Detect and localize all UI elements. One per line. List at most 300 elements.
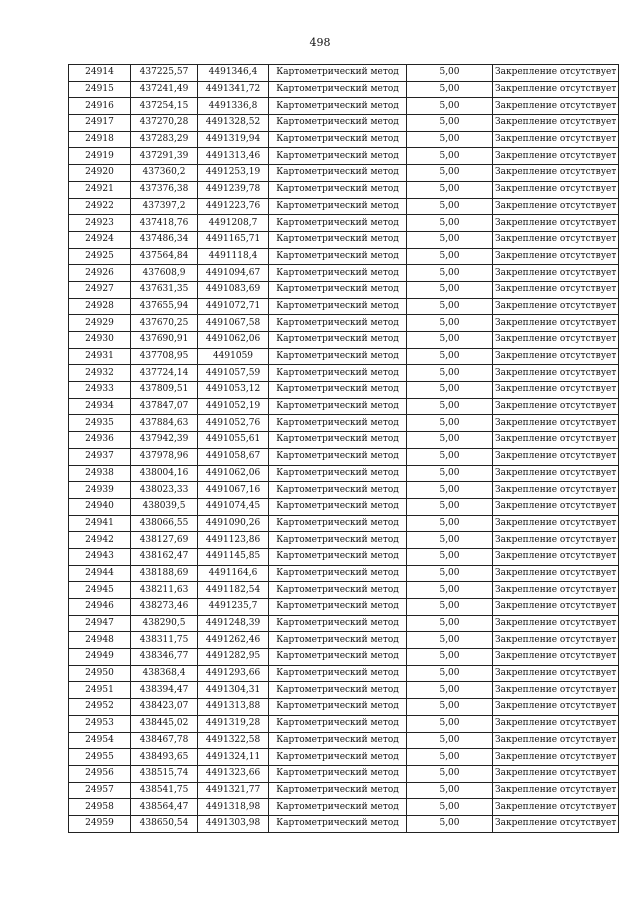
accuracy-cell: 5,00 [407, 765, 493, 782]
x-coordinate-cell: 437847,07 [131, 398, 198, 415]
x-coordinate-cell: 437486,34 [131, 231, 198, 248]
fixing-cell: Закрепление отсутствует [493, 699, 619, 716]
y-coordinate-cell: 4491053,12 [198, 382, 269, 399]
y-coordinate-cell: 4491262,46 [198, 632, 269, 649]
fixing-cell: Закрепление отсутствует [493, 432, 619, 449]
table-row [69, 649, 619, 666]
point-number-cell: 24914 [69, 65, 131, 82]
method-cell: Картометрический метод [269, 699, 407, 716]
fixing-cell: Закрепление отсутствует [493, 682, 619, 699]
table-row [69, 215, 619, 232]
method-cell: Картометрический метод [269, 398, 407, 415]
method-cell: Картометрический метод [269, 415, 407, 432]
point-number-cell: 24959 [69, 815, 131, 832]
table-row [69, 765, 619, 782]
y-coordinate-cell: 4491293,66 [198, 665, 269, 682]
point-number-cell: 24941 [69, 515, 131, 532]
y-coordinate-cell: 4491057,59 [198, 365, 269, 382]
x-coordinate-cell: 437241,49 [131, 81, 198, 98]
y-coordinate-cell: 4491090,26 [198, 515, 269, 532]
accuracy-cell: 5,00 [407, 98, 493, 115]
x-coordinate-cell: 437655,94 [131, 298, 198, 315]
accuracy-cell: 5,00 [407, 231, 493, 248]
fixing-cell: Закрепление отсутствует [493, 649, 619, 666]
accuracy-cell: 5,00 [407, 665, 493, 682]
point-number-cell: 24929 [69, 315, 131, 332]
method-cell: Картометрический метод [269, 131, 407, 148]
x-coordinate-cell: 437225,57 [131, 65, 198, 82]
y-coordinate-cell: 4491223,76 [198, 198, 269, 215]
table-row [69, 548, 619, 565]
x-coordinate-cell: 437809,51 [131, 382, 198, 399]
fixing-cell: Закрепление отсутствует [493, 482, 619, 499]
y-coordinate-cell: 4491304,31 [198, 682, 269, 699]
table-row [69, 81, 619, 98]
x-coordinate-cell: 438368,4 [131, 665, 198, 682]
fixing-cell: Закрепление отсутствует [493, 599, 619, 616]
accuracy-cell: 5,00 [407, 215, 493, 232]
point-number-cell: 24922 [69, 198, 131, 215]
x-coordinate-cell: 437724,14 [131, 365, 198, 382]
accuracy-cell: 5,00 [407, 432, 493, 449]
fixing-cell: Закрепление отсутствует [493, 315, 619, 332]
fixing-cell: Закрепление отсутствует [493, 165, 619, 182]
method-cell: Картометрический метод [269, 231, 407, 248]
point-number-cell: 24926 [69, 265, 131, 282]
table-row [69, 332, 619, 349]
x-coordinate-cell: 438445,02 [131, 715, 198, 732]
method-cell: Картометрический метод [269, 615, 407, 632]
x-coordinate-cell: 437942,39 [131, 432, 198, 449]
accuracy-cell: 5,00 [407, 181, 493, 198]
table-row [69, 315, 619, 332]
fixing-cell: Закрепление отсутствует [493, 665, 619, 682]
accuracy-cell: 5,00 [407, 615, 493, 632]
y-coordinate-cell: 4491164,6 [198, 565, 269, 582]
method-cell: Картометрический метод [269, 215, 407, 232]
table-row [69, 799, 619, 816]
fixing-cell: Закрепление отсутствует [493, 632, 619, 649]
fixing-cell: Закрепление отсутствует [493, 382, 619, 399]
accuracy-cell: 5,00 [407, 782, 493, 799]
y-coordinate-cell: 4491322,58 [198, 732, 269, 749]
x-coordinate-cell: 437978,96 [131, 448, 198, 465]
fixing-cell: Закрепление отсутствует [493, 749, 619, 766]
fixing-cell: Закрепление отсутствует [493, 565, 619, 582]
point-number-cell: 24947 [69, 615, 131, 632]
method-cell: Картометрический метод [269, 248, 407, 265]
y-coordinate-cell: 4491313,88 [198, 699, 269, 716]
y-coordinate-cell: 4491094,67 [198, 265, 269, 282]
x-coordinate-cell: 438650,54 [131, 815, 198, 832]
accuracy-cell: 5,00 [407, 265, 493, 282]
point-number-cell: 24943 [69, 548, 131, 565]
x-coordinate-cell: 438188,69 [131, 565, 198, 582]
table-row [69, 231, 619, 248]
method-cell: Картометрический метод [269, 732, 407, 749]
accuracy-cell: 5,00 [407, 632, 493, 649]
accuracy-cell: 5,00 [407, 715, 493, 732]
table-row [69, 665, 619, 682]
table-row [69, 682, 619, 699]
table-row [69, 565, 619, 582]
point-number-cell: 24918 [69, 131, 131, 148]
method-cell: Картометрический метод [269, 498, 407, 515]
accuracy-cell: 5,00 [407, 465, 493, 482]
y-coordinate-cell: 4491145,85 [198, 548, 269, 565]
method-cell: Картометрический метод [269, 115, 407, 132]
fixing-cell: Закрепление отсутствует [493, 265, 619, 282]
y-coordinate-cell: 4491067,58 [198, 315, 269, 332]
accuracy-cell: 5,00 [407, 348, 493, 365]
table-row [69, 398, 619, 415]
y-coordinate-cell: 4491058,67 [198, 448, 269, 465]
table-row [69, 448, 619, 465]
y-coordinate-cell: 4491072,71 [198, 298, 269, 315]
y-coordinate-cell: 4491303,98 [198, 815, 269, 832]
accuracy-cell: 5,00 [407, 749, 493, 766]
accuracy-cell: 5,00 [407, 315, 493, 332]
x-coordinate-cell: 438423,07 [131, 699, 198, 716]
table-row [69, 599, 619, 616]
method-cell: Картометрический метод [269, 582, 407, 599]
y-coordinate-cell: 4491319,28 [198, 715, 269, 732]
method-cell: Картометрический метод [269, 198, 407, 215]
point-number-cell: 24954 [69, 732, 131, 749]
fixing-cell: Закрепление отсутствует [493, 782, 619, 799]
table-row [69, 632, 619, 649]
accuracy-cell: 5,00 [407, 682, 493, 699]
accuracy-cell: 5,00 [407, 165, 493, 182]
coordinates-table [68, 64, 619, 833]
table-row [69, 298, 619, 315]
table-row [69, 115, 619, 132]
accuracy-cell: 5,00 [407, 699, 493, 716]
point-number-cell: 24945 [69, 582, 131, 599]
x-coordinate-cell: 438311,75 [131, 632, 198, 649]
x-coordinate-cell: 438346,77 [131, 649, 198, 666]
table-row [69, 749, 619, 766]
table-row [69, 365, 619, 382]
y-coordinate-cell: 4491083,69 [198, 281, 269, 298]
x-coordinate-cell: 438564,47 [131, 799, 198, 816]
table-row [69, 432, 619, 449]
point-number-cell: 24927 [69, 281, 131, 298]
accuracy-cell: 5,00 [407, 599, 493, 616]
y-coordinate-cell: 4491321,77 [198, 782, 269, 799]
fixing-cell: Закрепление отсутствует [493, 215, 619, 232]
accuracy-cell: 5,00 [407, 298, 493, 315]
x-coordinate-cell: 437670,25 [131, 315, 198, 332]
fixing-cell: Закрепление отсутствует [493, 548, 619, 565]
point-number-cell: 24942 [69, 532, 131, 549]
accuracy-cell: 5,00 [407, 281, 493, 298]
x-coordinate-cell: 437254,15 [131, 98, 198, 115]
method-cell: Картометрический метод [269, 382, 407, 399]
fixing-cell: Закрепление отсутствует [493, 81, 619, 98]
y-coordinate-cell: 4491318,98 [198, 799, 269, 816]
x-coordinate-cell: 437631,35 [131, 281, 198, 298]
x-coordinate-cell: 438273,46 [131, 599, 198, 616]
y-coordinate-cell: 4491313,46 [198, 148, 269, 165]
accuracy-cell: 5,00 [407, 732, 493, 749]
x-coordinate-cell: 438039,5 [131, 498, 198, 515]
accuracy-cell: 5,00 [407, 115, 493, 132]
accuracy-cell: 5,00 [407, 198, 493, 215]
page-number: 498 [309, 36, 331, 49]
y-coordinate-cell: 4491208,7 [198, 215, 269, 232]
fixing-cell: Закрепление отсутствует [493, 65, 619, 82]
y-coordinate-cell: 4491248,39 [198, 615, 269, 632]
fixing-cell: Закрепление отсутствует [493, 582, 619, 599]
method-cell: Картометрический метод [269, 665, 407, 682]
fixing-cell: Закрепление отсутствует [493, 765, 619, 782]
table-row [69, 165, 619, 182]
point-number-cell: 24952 [69, 699, 131, 716]
y-coordinate-cell: 4491074,45 [198, 498, 269, 515]
accuracy-cell: 5,00 [407, 332, 493, 349]
y-coordinate-cell: 4491239,78 [198, 181, 269, 198]
point-number-cell: 24931 [69, 348, 131, 365]
accuracy-cell: 5,00 [407, 815, 493, 832]
y-coordinate-cell: 4491253,19 [198, 165, 269, 182]
fixing-cell: Закрепление отсутствует [493, 98, 619, 115]
y-coordinate-cell: 4491062,06 [198, 332, 269, 349]
table-row [69, 715, 619, 732]
x-coordinate-cell: 438515,74 [131, 765, 198, 782]
table-row [69, 281, 619, 298]
method-cell: Картометрический метод [269, 265, 407, 282]
fixing-cell: Закрепление отсутствует [493, 148, 619, 165]
method-cell: Картометрический метод [269, 599, 407, 616]
point-number-cell: 24928 [69, 298, 131, 315]
fixing-cell: Закрепление отсутствует [493, 515, 619, 532]
x-coordinate-cell: 437608,9 [131, 265, 198, 282]
table-row [69, 265, 619, 282]
accuracy-cell: 5,00 [407, 65, 493, 82]
method-cell: Картометрический метод [269, 98, 407, 115]
point-number-cell: 24956 [69, 765, 131, 782]
x-coordinate-cell: 438493,65 [131, 749, 198, 766]
fixing-cell: Закрепление отсутствует [493, 198, 619, 215]
table-row [69, 65, 619, 82]
table-row [69, 732, 619, 749]
x-coordinate-cell: 438004,16 [131, 465, 198, 482]
x-coordinate-cell: 437418,76 [131, 215, 198, 232]
table-row [69, 699, 619, 716]
method-cell: Картометрический метод [269, 799, 407, 816]
y-coordinate-cell: 4491182,54 [198, 582, 269, 599]
point-number-cell: 24939 [69, 482, 131, 499]
point-number-cell: 24938 [69, 465, 131, 482]
fixing-cell: Закрепление отсутствует [493, 398, 619, 415]
point-number-cell: 24923 [69, 215, 131, 232]
table-row [69, 515, 619, 532]
x-coordinate-cell: 438541,75 [131, 782, 198, 799]
y-coordinate-cell: 4491319,94 [198, 131, 269, 148]
y-coordinate-cell: 4491235,7 [198, 599, 269, 616]
x-coordinate-cell: 437884,63 [131, 415, 198, 432]
fixing-cell: Закрепление отсутствует [493, 715, 619, 732]
fixing-cell: Закрепление отсутствует [493, 231, 619, 248]
method-cell: Картометрический метод [269, 715, 407, 732]
method-cell: Картометрический метод [269, 649, 407, 666]
point-number-cell: 24920 [69, 165, 131, 182]
point-number-cell: 24936 [69, 432, 131, 449]
method-cell: Картометрический метод [269, 332, 407, 349]
point-number-cell: 24951 [69, 682, 131, 699]
point-number-cell: 24944 [69, 565, 131, 582]
accuracy-cell: 5,00 [407, 548, 493, 565]
accuracy-cell: 5,00 [407, 482, 493, 499]
accuracy-cell: 5,00 [407, 81, 493, 98]
fixing-cell: Закрепление отсутствует [493, 415, 619, 432]
table-row [69, 248, 619, 265]
fixing-cell: Закрепление отсутствует [493, 281, 619, 298]
point-number-cell: 24925 [69, 248, 131, 265]
point-number-cell: 24930 [69, 332, 131, 349]
method-cell: Картометрический метод [269, 465, 407, 482]
y-coordinate-cell: 4491282,95 [198, 649, 269, 666]
x-coordinate-cell: 437270,28 [131, 115, 198, 132]
accuracy-cell: 5,00 [407, 365, 493, 382]
accuracy-cell: 5,00 [407, 799, 493, 816]
method-cell: Картометрический метод [269, 532, 407, 549]
x-coordinate-cell: 437564,84 [131, 248, 198, 265]
table-row [69, 348, 619, 365]
point-number-cell: 24934 [69, 398, 131, 415]
accuracy-cell: 5,00 [407, 398, 493, 415]
table-row [69, 382, 619, 399]
point-number-cell: 24946 [69, 599, 131, 616]
x-coordinate-cell: 437690,91 [131, 332, 198, 349]
x-coordinate-cell: 438467,78 [131, 732, 198, 749]
y-coordinate-cell: 4491052,76 [198, 415, 269, 432]
x-coordinate-cell: 438066,55 [131, 515, 198, 532]
point-number-cell: 24937 [69, 448, 131, 465]
method-cell: Картометрический метод [269, 315, 407, 332]
point-number-cell: 24948 [69, 632, 131, 649]
method-cell: Картометрический метод [269, 432, 407, 449]
point-number-cell: 24957 [69, 782, 131, 799]
fixing-cell: Закрепление отсутствует [493, 348, 619, 365]
table-row [69, 782, 619, 799]
method-cell: Картометрический метод [269, 749, 407, 766]
y-coordinate-cell: 4491059 [198, 348, 269, 365]
table-row [69, 415, 619, 432]
method-cell: Картометрический метод [269, 348, 407, 365]
point-number-cell: 24919 [69, 148, 131, 165]
fixing-cell: Закрепление отсутствует [493, 732, 619, 749]
y-coordinate-cell: 4491052,19 [198, 398, 269, 415]
fixing-cell: Закрепление отсутствует [493, 532, 619, 549]
accuracy-cell: 5,00 [407, 131, 493, 148]
x-coordinate-cell: 437376,38 [131, 181, 198, 198]
accuracy-cell: 5,00 [407, 515, 493, 532]
table-row [69, 815, 619, 832]
fixing-cell: Закрепление отсутствует [493, 298, 619, 315]
point-number-cell: 24915 [69, 81, 131, 98]
point-number-cell: 24933 [69, 382, 131, 399]
fixing-cell: Закрепление отсутствует [493, 448, 619, 465]
x-coordinate-cell: 438394,47 [131, 682, 198, 699]
method-cell: Картометрический метод [269, 281, 407, 298]
y-coordinate-cell: 4491165,71 [198, 231, 269, 248]
y-coordinate-cell: 4491118,4 [198, 248, 269, 265]
method-cell: Картометрический метод [269, 148, 407, 165]
point-number-cell: 24932 [69, 365, 131, 382]
point-number-cell: 24916 [69, 98, 131, 115]
fixing-cell: Закрепление отсутствует [493, 131, 619, 148]
y-coordinate-cell: 4491323,66 [198, 765, 269, 782]
point-number-cell: 24935 [69, 415, 131, 432]
accuracy-cell: 5,00 [407, 532, 493, 549]
y-coordinate-cell: 4491123,86 [198, 532, 269, 549]
table-row [69, 498, 619, 515]
x-coordinate-cell: 437291,39 [131, 148, 198, 165]
y-coordinate-cell: 4491328,52 [198, 115, 269, 132]
method-cell: Картометрический метод [269, 815, 407, 832]
method-cell: Картометрический метод [269, 482, 407, 499]
point-number-cell: 24924 [69, 231, 131, 248]
table-row [69, 131, 619, 148]
y-coordinate-cell: 4491067,16 [198, 482, 269, 499]
table-body [69, 65, 619, 833]
point-number-cell: 24955 [69, 749, 131, 766]
x-coordinate-cell: 438162,47 [131, 548, 198, 565]
method-cell: Картометрический метод [269, 682, 407, 699]
fixing-cell: Закрепление отсутствует [493, 465, 619, 482]
method-cell: Картометрический метод [269, 165, 407, 182]
point-number-cell: 24953 [69, 715, 131, 732]
accuracy-cell: 5,00 [407, 565, 493, 582]
table-row [69, 98, 619, 115]
point-number-cell: 24917 [69, 115, 131, 132]
point-number-cell: 24958 [69, 799, 131, 816]
method-cell: Картометрический метод [269, 365, 407, 382]
accuracy-cell: 5,00 [407, 649, 493, 666]
y-coordinate-cell: 4491324,11 [198, 749, 269, 766]
table-row [69, 482, 619, 499]
x-coordinate-cell: 437283,29 [131, 131, 198, 148]
accuracy-cell: 5,00 [407, 248, 493, 265]
x-coordinate-cell: 438290,5 [131, 615, 198, 632]
method-cell: Картометрический метод [269, 298, 407, 315]
fixing-cell: Закрепление отсутствует [493, 248, 619, 265]
x-coordinate-cell: 438127,69 [131, 532, 198, 549]
y-coordinate-cell: 4491336,8 [198, 98, 269, 115]
y-coordinate-cell: 4491341,72 [198, 81, 269, 98]
fixing-cell: Закрепление отсутствует [493, 115, 619, 132]
method-cell: Картометрический метод [269, 65, 407, 82]
method-cell: Картометрический метод [269, 632, 407, 649]
y-coordinate-cell: 4491346,4 [198, 65, 269, 82]
x-coordinate-cell: 438023,33 [131, 482, 198, 499]
table-row [69, 582, 619, 599]
table-row [69, 615, 619, 632]
fixing-cell: Закрепление отсутствует [493, 365, 619, 382]
accuracy-cell: 5,00 [407, 448, 493, 465]
y-coordinate-cell: 4491055,61 [198, 432, 269, 449]
point-number-cell: 24950 [69, 665, 131, 682]
x-coordinate-cell: 437708,95 [131, 348, 198, 365]
point-number-cell: 24940 [69, 498, 131, 515]
table-row [69, 148, 619, 165]
method-cell: Картометрический метод [269, 515, 407, 532]
x-coordinate-cell: 437397,2 [131, 198, 198, 215]
method-cell: Картометрический метод [269, 81, 407, 98]
table-row [69, 181, 619, 198]
